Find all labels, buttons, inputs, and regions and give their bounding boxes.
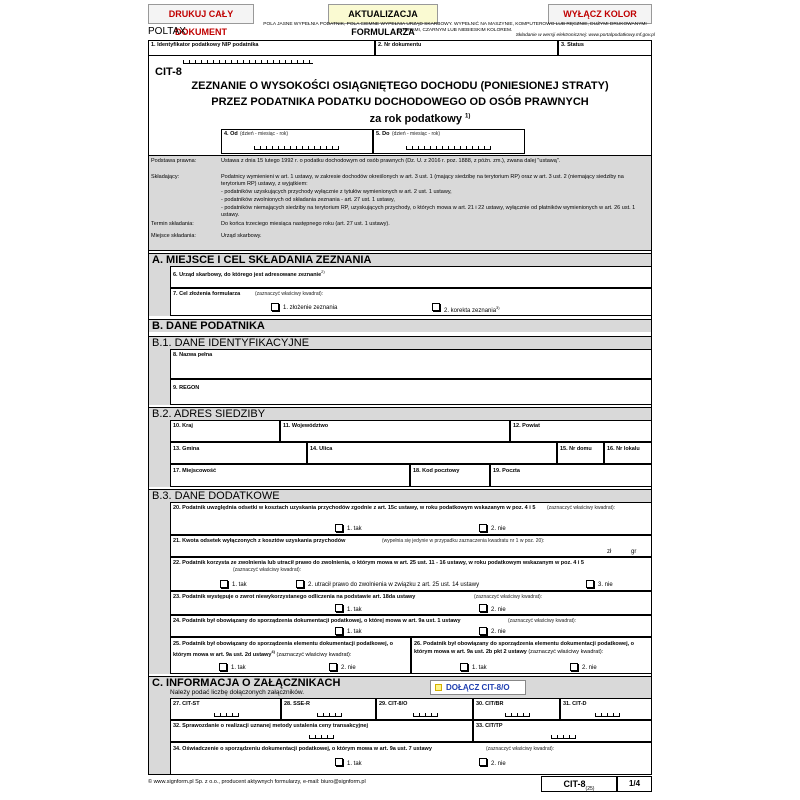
exemption-yes-label: 1. tak [232,582,247,588]
section-c-margin [148,698,170,775]
exemption-lost-label: 2. utracił prawo do zwolnienia w związku z art. 25 ust. 14 ustawy [308,582,480,588]
form-code-footer: CIT-$8_{(25)}$ [541,776,617,792]
cit-d-label: 31. CIT-D [563,701,587,707]
section-a-header [148,253,652,266]
cit-8o-label: 29. CIT-8/O [379,701,408,707]
form-title-2: PRZEZ PODATNIKA PODATKU DOCHODOWEGO OD OSÓB PRAWNYCH [211,96,589,108]
purpose-correction-label: 2. korekta zeznania$^{3)}$ [444,305,500,314]
street-label: 14. Ulica [310,446,333,452]
page-number: 1/4 [617,776,652,792]
cit-tp-comb [551,735,576,739]
section-c-header [148,676,652,698]
exemption-hint: (zaznaczyć właściwy kwadrat): [233,567,302,573]
cit-tp-label: 33. CIT/TP [476,723,503,729]
purpose-label: 7. Cel złożenia formularza [173,291,241,297]
interest-costs-no-checkbox[interactable] [479,524,487,532]
excluded-interest-hint: (wypełnia się jedynie w przypadku zaznaczenia kwadratu nr 1 w poz. 20): [382,538,545,544]
county-label: 12. Powiat [513,423,540,429]
full-name-label: 8. Nazwa pełna [173,352,213,358]
fill-instructions: POLA JASNE WYPEŁNIA PODATNIK, POLA CIEMNE WYPEŁNIA URZĄD SKARBOWY. WYPEŁNIĆ NA MASZYNIE, KOMPUTEROWO LUB RĘCZNIE, DUŻYMI DRUKOWANYMI LITERAMI, CZARNYM LUB NIEBIESKIM KOLOREM. [263,22,647,33]
doc-element-2b-yes-label: 1. tak [472,665,487,671]
tax-office-field[interactable] [170,266,652,288]
section-b2-title: B.2. ADRES SIEDZIBY [152,408,266,420]
section-b2-header [148,407,652,420]
disable-color-button[interactable]: WYŁĄCZ KOLOR [548,4,652,24]
refund-hint: (zaznaczyć właściwy kwadrat): [474,594,543,600]
house-number-label: 15. Nr domu [560,446,592,452]
docs-statement-no-label: 2. nie [491,761,506,767]
exemption-no-checkbox[interactable] [586,580,594,588]
nip-label: 1. Identyfikator podatkowy NIP podatnika [151,42,259,48]
tax-docs-hint: (zaznaczyć właściwy kwadrat): [508,618,577,624]
refund-yes-checkbox[interactable] [335,604,343,612]
doc-number-label: 2. Nr dokumentu [378,42,422,48]
purpose-submit-checkbox[interactable] [271,303,279,311]
legal-info [148,155,652,251]
period-from-label: 4. Od [224,131,238,137]
interest-costs-no-label: 2. nie [491,526,506,532]
excluded-interest-field[interactable] [170,535,652,557]
docs-statement-no-checkbox[interactable] [479,758,487,766]
refund-label: 23. Podatnik występuje o zwrot niewykorzystanego odliczenia na podstawie art. 18da ustawy [173,594,416,600]
exemption-no-label: 3. nie [598,582,613,588]
period-from-comb [254,146,339,150]
refund-yes-label: 1. tak [347,607,362,613]
commune-label: 13. Gmina [173,446,200,452]
section-c-subtitle: Należy podać liczbę dołączonych załączników. [170,689,305,696]
postal-code-field[interactable] [410,464,490,487]
sse-r-field[interactable] [281,698,376,720]
apartment-number-label: 16. Nr lokalu [607,446,640,452]
cit-br-label: 30. CIT/BR [476,701,504,707]
doc-element-2b-no-label: 2. nie [582,665,597,671]
sse-r-comb [317,713,342,717]
exemption-field [170,557,652,591]
exemption-lost-checkbox[interactable] [296,580,304,588]
attach-cit8o-button[interactable]: DOŁĄCZ CIT-8/O [430,680,526,695]
excluded-interest-label: 21. Kwota odsetek wyłączonych z kosztów uzyskania przychodów [173,538,346,544]
section-a-margin [148,266,170,316]
period-from-field[interactable] [221,129,373,154]
poltax-label: POLTAX [148,26,186,37]
form-title-3 [183,113,657,125]
locality-field[interactable] [170,464,410,487]
street-field[interactable] [307,442,557,464]
interest-costs-yes-label: 1. tak [347,526,362,532]
doc-element-2d-field [170,637,411,674]
section-a-title: A. MIEJSCE I CEL SKŁADANIA ZEZNANIA [152,254,372,266]
tax-docs-label: 24. Podatnik był obowiązany do sporządzenia dokumentacji podatkowej, o której mowa w art. 9a ust. 1 ustawy [173,618,461,624]
interest-costs-hint: (zaznaczyć właściwy kwadrat): [547,505,616,511]
form-title-1: ZEZNANIE O WYSOKOŚCI OSIĄGNIĘTEGO DOCHODU (PONIESIONEJ STRATY) [191,80,609,92]
tax-docs-no-checkbox[interactable] [479,627,487,635]
nip-comb [183,60,313,64]
exemption-yes-checkbox[interactable] [220,580,228,588]
docs-statement-label: 34. Oświadczenie o sporządzeniu dokumentacji podatkowej, o którym mowa w art. 9a ust. 7 ustawy [173,746,432,752]
docs-statement-yes-checkbox[interactable] [335,758,343,766]
doc-element-2b-yes-checkbox[interactable] [460,663,468,671]
voivodeship-field[interactable] [280,420,510,442]
country-label: 10. Kraj [173,423,193,429]
cit-d-field[interactable] [560,698,652,720]
regon-field[interactable] [170,379,652,405]
house-number-field[interactable] [557,442,604,464]
doc-element-2b-field [411,637,652,674]
refund-no-label: 2. nie [491,607,506,613]
transfer-pricing-report-field[interactable] [170,720,473,742]
postal-code-label: 18. Kod pocztowy [413,468,460,474]
legal-key-6: Miejsce składania: [151,233,196,239]
section-b3-title: B.3. DANE DODATKOWE [152,490,280,502]
cit-tp-field[interactable] [473,720,652,742]
period-to-comb [406,146,491,150]
legal-val-3: - podatników zwolnionych od składania zeznania - art. 27 ust. 1 ustawy, [221,197,395,203]
tax-year-footnote: 1) [465,113,471,120]
section-b-header [148,319,652,332]
interest-costs-label: 20. Podatnik uwzględnia odsetki w kosztach uzyskania przychodów zgodnie z art. 15c ustawy, w roku podatkowym wskazanym w poz. 4 i 5 [173,505,536,511]
cit-8o-field[interactable] [376,698,473,720]
interest-costs-yes-checkbox[interactable] [335,524,343,532]
section-b1-title: B.1. DANE IDENTYFIKACYJNE [152,337,310,349]
cit-st-field[interactable] [170,698,281,720]
section-b-title: B. DANE PODATNIKA [152,320,265,332]
doc-element-2b-no-checkbox[interactable] [570,663,578,671]
locality-label: 17. Miejscowość [173,468,217,474]
section-c-title: C. INFORMACJA O ZAŁĄCZNIKACH [152,677,341,689]
cit-d-comb [595,713,620,717]
county-field[interactable] [510,420,652,442]
doc-element-2d-yes-checkbox[interactable] [219,663,227,671]
sse-r-label: 28. SSE-R [284,701,310,707]
section-b1-margin [148,349,170,405]
status-label: 3. Status [561,42,584,48]
legal-val-0: Ustawa z dnia 15 lutego 1992 r. o podatku dochodowym od osób prawnych (Dz. U. z 2016 r. poz. 1888, z późn. zm.), zwana dalej "ustawą". [221,158,561,164]
post-office-field[interactable] [490,464,652,487]
voivodeship-label: 11. Województwo [283,423,329,429]
cit-st-label: 27. CIT-ST [173,701,200,707]
interest-costs-field [170,502,652,535]
doc-number-field [375,40,558,56]
legal-val-4: - podatników niemających siedziby na terytorium RP, uzyskujących przychody, o których mowa w art. 21 i 22 ustawy, wyłącznie od płatników wymienionych w art. 26 ust. 1 ustawy. [221,205,636,218]
print-all-button[interactable]: DRUKUJ CAŁY DOKUMENT [148,4,254,24]
purpose-field [170,288,652,316]
cit-br-comb [505,713,530,717]
currency-pln-label: zł [607,549,612,555]
refund-no-checkbox[interactable] [479,604,487,612]
period-to-field[interactable] [373,129,525,154]
legal-val-2: - podatników uzyskujących przychody wyłącznie z tytułów wymienionych w art. 2 ust. 1 ustawy, [221,189,452,195]
update-form-button[interactable]: AKTUALIZACJA FORMULARZA [328,4,438,24]
period-to-hint: (dzień - miesiąc - rok) [392,131,441,137]
period-to-label: 5. Do [376,131,390,137]
cit-br-field[interactable] [473,698,560,720]
tax-docs-yes-checkbox[interactable] [335,627,343,635]
commune-field[interactable] [170,442,307,464]
doc-element-2b-label: 26. Podatnik był obowiązany do sporządzenia elementu dokumentacji podatkowej, o którym mowa w art. 9a ust. 2b pkt 2 ustawy (zaznaczyć właściwy kwadrat): [414,641,635,655]
e-submit-note: Składanie w wersji elektronicznej: www.portalpodatkowy.mf.gov.pl [515,33,655,38]
purpose-hint: (zaznaczyć właściwy kwadrat): [255,291,324,297]
purpose-correction-checkbox[interactable] [432,303,440,311]
producer-note: © www.signform.pl Sp. z o.o., producent aktywnych formularzy, e-mail: biuro@signform.pl [148,779,366,785]
section-b3-header [148,489,652,502]
doc-element-2d-no-checkbox[interactable] [329,663,337,671]
transfer-pricing-report-label: 32. Sprawozdanie o realizacji uznanej metody ustalenia ceny transakcyjnej [173,723,369,729]
legal-key-5: Termin składania: [151,221,194,227]
apartment-number-field[interactable] [604,442,652,464]
legal-val-5: Do końca trzeciego miesiąca następnego roku (art. 27 ust. 1 ustawy). [221,221,390,227]
period-from-hint: (dzień - miesiąc - rok) [240,131,289,137]
country-field[interactable] [170,420,280,442]
form-code: CIT-8 [155,66,182,78]
refund-field [170,591,652,615]
section-b3-margin [148,502,170,674]
purpose-submit-label: 1. złożenie zeznania [283,305,338,311]
legal-key-1: Składający: [151,174,180,180]
transfer-pricing-report-comb [309,735,334,739]
legal-val-6: Urząd skarbowy. [221,233,262,239]
tax-year-label: za rok podatkowy [369,113,462,125]
exemption-label: 22. Podatnik korzysta ze zwolnienia lub utracił prawo do zwolnienia, o którym mowa w art. 25 ust. 11 - 16 ustawy, w roku podatkowym wskazanym w poz. 4 i 5 [173,560,584,566]
docs-statement-hint: (zaznaczyć właściwy kwadrat): [486,746,555,752]
docs-statement-yes-label: 1. tak [347,761,362,767]
legal-val-1: Podatnicy wymienieni w art. 1 ustawy, w zakresie dochodów określonych w art. 3 ust. 1 (mający siedzibę na terytorium RP) oraz w art. 3 ust. 2 (niemający siedziby na terytorium RP) ustawy, z wyjątkiem: [221,174,624,187]
tax-docs-field [170,615,652,637]
doc-element-2d-label: 25. Podatnik był obowiązany do sporządzenia elementu dokumentacji podatkowej, o którym mowa w art. 9a ust. 2d ustawy$^{4)}$ (zaznaczyć właściwy kwadrat): [173,641,394,658]
doc-element-2d-no-label: 2. nie [341,665,356,671]
status-field [558,40,652,56]
regon-label: 9. REGON [173,385,200,391]
section-b1-header [148,336,652,349]
tax-docs-no-label: 2. nie [491,629,506,635]
tax-docs-yes-label: 1. tak [347,629,362,635]
tax-office-label: 6. Urząd skarbowy, do którego jest adresowane zeznanie$^{2)}$ [173,269,325,278]
doc-element-2d-yes-label: 1. tak [231,665,246,671]
docs-statement-field [170,742,652,775]
attach-checkbox-icon [435,684,442,691]
nip-field[interactable] [148,40,375,56]
cit-8o-comb [413,713,438,717]
currency-gr-label: gr [631,549,637,555]
full-name-field[interactable] [170,349,652,379]
legal-key-0: Podstawa prawna: [151,158,197,164]
post-office-label: 19. Poczta [493,468,520,474]
cit-st-comb [214,713,239,717]
form-page [143,0,657,800]
section-b2-margin [148,420,170,487]
